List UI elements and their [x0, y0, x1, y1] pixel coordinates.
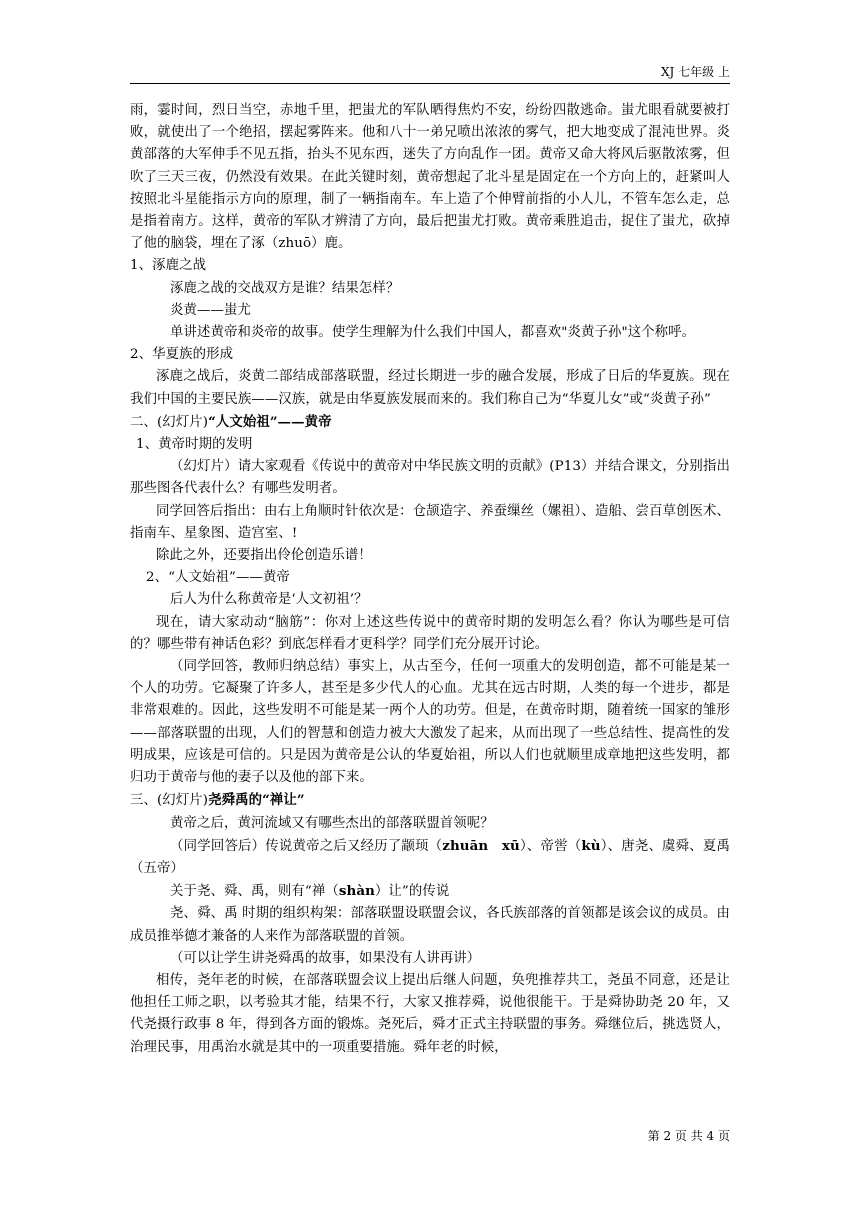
- text-segment: ）、帝喾（: [519, 838, 582, 854]
- answer-zhuolu: 炎黄——蚩尤: [170, 302, 251, 318]
- heading-three: [130, 789, 730, 812]
- paragraph-story-prompt: （可以让学生讲尧舜禹的故事，如果没有人讲再讲）: [170, 950, 481, 966]
- section-heading-huaxia: 2、华夏族的形成: [130, 347, 234, 363]
- question-leaders: 黄帝之后，黄河流域又有哪些杰出的部落联盟首领呢？: [170, 815, 494, 831]
- paragraph-discussion: 现在，请大家动动“脑筋”：你对上述这些传说中的黄帝时期的发明怎么看？你认为哪些是可信的？哪些带有神话色彩？到底怎样看才更科学？同学们充分展开讨论。: [130, 614, 730, 652]
- paragraph-invention-list: 同学回答后指出：由右上角顺时针依次是：仓颉造字、养蚕缫丝（嫘祖）、造船、尝百草创医术、指南车、星象图、造宫室、!: [130, 503, 730, 541]
- paragraph-shanrang: [130, 880, 730, 903]
- paragraph-linglun: 除此之外，还要指出伶伦创造乐谱！: [156, 548, 372, 564]
- paragraph-organization: 尧、舜、禹 时期的组织构架：部落联盟设联盟会议，各氏族部落的首领都是该会议的成员。由成员推举德才兼备的人来作为部落联盟的首领。: [130, 906, 730, 944]
- page-header: XJ 七年级 上: [661, 65, 730, 79]
- question-zhuolu: 涿鹿之战的交战双方是谁？结果怎样？: [170, 280, 400, 296]
- paragraph-slide-inventions: （幻灯片）请大家观看《传说中的黄帝对中华民族文明的贡献》(P13）并结合课文，分别指出那些图各代表什么？有哪些发明者。: [130, 459, 730, 497]
- pinyin-zhuanxu: zhuān xū: [442, 837, 520, 854]
- section-heading-inventions: 1、黄帝时期的发明: [136, 437, 253, 453]
- heading-two-title: “人文始祖”——黄帝: [208, 413, 332, 430]
- paragraph-story-end: 雨，霎时间，烈日当空，赤地千里，把蚩尤的军队晒得焦灼不安，纷纷四散逃命。蚩尤眼看就要被打败，就使出了一个绝招，摆起雾阵来。他和八十一弟兄喷出浓浓的雾气，把大地变成了混沌世界。炎黄部落的大军伸手不见五指，抬头不见东西，迷失了方向乱作一团。黄帝又命大将风后驱散浓雾，但吹了三天三夜，仍然没有效果。在此关键时刻，黄帝想起了北斗星是固定在一个方向上的，赶紧叫人按照北斗星能指示方向的原理，制了一辆指南车。车上造了个伸臂前指的小人儿，不管车怎么走，总是指着南方。这样，黄帝的军队才辨清了方向，最后把蚩尤打败。黄帝乘胜追击，捉住了蚩尤，砍掉了他的脑袋，埋在了涿（zhuō）鹿。: [130, 103, 730, 252]
- text-segment: ）、唐尧、虞舜、夏禹（五帝）: [130, 838, 730, 876]
- paragraph-summary: （同学回答，教师归纳总结）事实上，从古至今，任何一项重大的发明创造，都不可能是某一个人的功劳。它凝聚了许多人，甚至是多少代人的心血。尤其在远古时期，人类的每一个进步，都是非常艰难的。因此，这些发明不可能是某一两个人的功劳。但是，在黄帝时期，随着统一国家的雏形——部落联盟的出现，人们的智慧和创造力被大大激发了起来，从而出现了一些总结性、提高性的发明成果，应该是可信的。只是因为黄帝是公认的华夏始祖，所以人们也就顺里成章地把这些发明，都归功于黄帝与他的妻子以及他的部下来。: [130, 659, 730, 786]
- section-heading-zhuolu-battle: 1、涿鹿之战: [130, 258, 207, 274]
- pinyin-ku: kù: [581, 837, 601, 854]
- paragraph-huaxia: 涿鹿之战后，炎黄二部结成部落联盟，经过长期进一步的融合发展，形成了日后的华夏族。现在我们中国的主要民族——汉族，就是由华夏族发展而来的。我们称自己为“华夏儿女”或“炎黄子孙”: [130, 369, 730, 407]
- page-footer: 第 2 页 共 4 页: [647, 1129, 730, 1143]
- paragraph-legend: 相传，尧年老的时候，在部落联盟会议上提出后继人问题，奂兜推荐共工，尧虽不同意，还是让他担任工师之职，以考验其才能，结果不行，大家又推荐舜，说他很能干。于是舜协助尧 20 年，又代尧摄行政事 8 年，得到各方面的锻炼。尧死后，舜才正式主持联盟的事务。舜继位后，挑选贤人，治理民事，用禹治水就是其中的一项重要措施。舜年老的时候，: [130, 972, 730, 1055]
- section-heading-ancestor: 2、“人文始祖”——黄帝: [146, 570, 290, 586]
- document-body: [130, 100, 730, 1059]
- heading-three-prefix: 三、(幻灯片): [130, 793, 209, 809]
- heading-two-prefix: 二、(幻灯片): [130, 414, 209, 430]
- paragraph-yanhuang: 单讲述黄帝和炎帝的故事。使学生理解为什么我们中国人，都喜欢"炎黄子孙"这个称呼。: [170, 325, 696, 341]
- header-divider: [130, 83, 730, 84]
- paragraph-five-emperors: [130, 835, 730, 880]
- heading-two: [130, 411, 730, 434]
- text-segment: 关于尧、舜、禹，则有“禅（: [170, 884, 339, 900]
- question-ancestor: 后人为什么称黄帝是‘人文初祖’？: [170, 592, 368, 608]
- pinyin-shan: shàn: [338, 883, 375, 900]
- heading-three-title: 尧舜禹的“禅让”: [208, 792, 305, 809]
- text-segment: （同学回答后）传说黄帝之后又经历了颛顼（: [170, 838, 443, 854]
- text-segment: ）让”的传说: [374, 884, 450, 900]
